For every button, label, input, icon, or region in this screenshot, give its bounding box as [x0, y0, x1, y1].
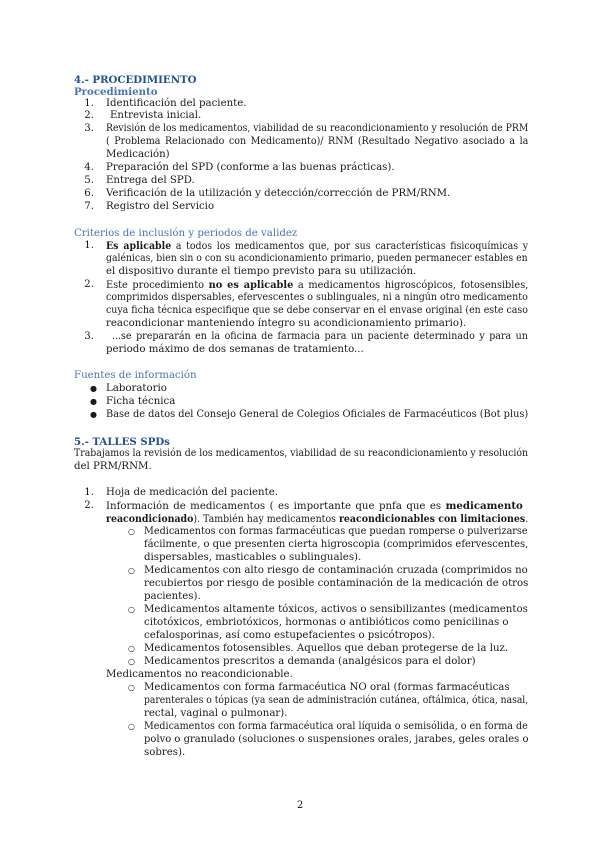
sub-item: Medicamentos con forma farmacéutica NO oral (formas farmacéuticas	[144, 682, 510, 693]
criteria-item-1: Es aplicable a todos los medicamentos que, por sus características fisicoquímicas y	[106, 240, 529, 252]
sub-item-cont: rectal, vaginal o pulmonar).	[144, 708, 288, 719]
list-number: 3.	[84, 123, 94, 134]
criteria-item-2-cont: reacondicionar manteniendo íntegro su acondicionamiento primario).	[106, 318, 467, 329]
list-number: 2.	[84, 110, 94, 121]
circle-bullet-icon: ○	[128, 657, 135, 666]
circle-bullet-icon: ○	[128, 566, 135, 575]
section-subtitle: Procedimiento	[74, 86, 158, 98]
criteria-item-1-cont: el dispositivo durante el tiempo previsto para su utilización.	[106, 266, 417, 277]
sub-item-cont: citotóxicos, embriotóxicos, hormonas o antibióticos como penicilinas o	[144, 617, 509, 628]
page-number: 2	[296, 800, 304, 811]
circle-bullet-icon: ○	[128, 605, 135, 614]
list-number: 6.	[84, 188, 94, 199]
sub-item: Medicamentos con alto riesgo de contaminación cruzada (comprimidos no	[144, 565, 528, 576]
list-item: Identificación del paciente.	[106, 98, 247, 109]
bullet-icon: ●	[90, 410, 97, 419]
criteria-item-2-cont: cuya ficha técnica especifique que se debe conservar en el envase original (en este caso	[106, 305, 528, 316]
list-number: 2.	[84, 500, 94, 511]
sub-item-cont: polvo o granulado (soluciones o suspensiones orales, jarabes, geles orales o	[144, 734, 529, 745]
sub-item: Medicamentos altamente tóxicos, activos o sensibilizantes (medicamentos	[144, 604, 528, 615]
sources-title: Fuentes de información	[74, 370, 197, 381]
list-number: 4.	[84, 162, 94, 173]
circle-bullet-icon: ○	[128, 644, 135, 653]
sub-heading: Medicamentos no reacondicionable.	[106, 669, 293, 680]
list-item: Verificación de la utilización y detección/corrección de PRM/RNM.	[106, 188, 451, 199]
list-number: 5.	[84, 175, 94, 186]
criteria-item-2: Este procedimiento no es aplicable a medicamentos higroscópicos, fotosensibles,	[106, 279, 529, 291]
list-item: Información de medicamentos ( es importante que pnfa que es medicamento	[106, 500, 523, 512]
sub-item-cont: sobres).	[144, 747, 186, 758]
bullet-icon: ●	[90, 397, 97, 406]
sub-item-cont: dispersables, masticables o sublinguales).	[144, 552, 362, 563]
criteria-item-3-cont: periodo máximo de dos semanas de tratamiento...	[106, 344, 364, 355]
list-number: 2.	[84, 279, 94, 290]
section-title: 5.- TALLES SPDs	[74, 436, 170, 448]
sub-item-cont: fácilmente, o que presenten cierta higroscopia (comprimidos efervescentes,	[144, 539, 529, 550]
list-item-cont: Medicación)	[106, 149, 170, 160]
sub-item-cont: parenterales o tópicas (ya sean de administración cutánea, oftálmica, ótica, nasal,	[144, 695, 529, 706]
criteria-item-3: ...se prepararán en la oficina de farmacia para un paciente determinado y para un	[112, 331, 528, 342]
list-number: 1.	[84, 98, 94, 109]
list-number: 1.	[84, 240, 94, 251]
list-item: Hoja de medicación del paciente.	[106, 487, 278, 498]
circle-bullet-icon: ○	[128, 683, 135, 692]
sub-item: Medicamentos prescritos a demanda (analgésicos para el dolor)	[144, 656, 476, 667]
list-item: Ficha técnica	[106, 396, 176, 407]
list-item: Preparación del SPD (conforme a las buenas prácticas).	[106, 162, 395, 173]
list-item: Revisión de los medicamentos, viabilidad de su reacondicionamiento y resolución de PRM	[106, 123, 529, 134]
criteria-item-1-cont: galénicas, bien sin o con su acondicionamiento primario, pueden permanecer estables en	[106, 253, 528, 264]
list-number: 7.	[84, 201, 94, 212]
sub-item-cont: pacientes).	[144, 591, 201, 602]
list-item: Base de datos del Consejo General de Colegios Oficiales de Farmacéuticos (Bot plus)	[106, 409, 529, 420]
sub-item: Medicamentos con forma farmacéutica oral líquida o semisólida, o en forma de	[144, 721, 528, 732]
paragraph: Trabajamos la revisión de los medicamentos, viabilidad de su reacondicionamiento y resolución	[74, 448, 528, 459]
section-title: 4.- PROCEDIMIENTO	[74, 74, 197, 86]
paragraph-cont: del PRM/RNM.	[74, 461, 152, 472]
bullet-icon: ●	[90, 384, 97, 393]
sub-item: Medicamentos fotosensibles. Aquellos que deban protegerse de la luz.	[144, 643, 509, 654]
criteria-title: Criterios de inclusión y periodos de validez	[74, 228, 298, 239]
sub-item-cont: recubiertos por riesgo de posible contaminación de la medicación de otros	[144, 578, 529, 589]
list-item: Entrevista inicial.	[110, 110, 202, 121]
criteria-item-2-cont: comprimidos dispersables, efervescentes o sublinguales, ni a ningún otro medicamento	[106, 292, 528, 303]
list-item: Entrega del SPD.	[106, 175, 195, 186]
sub-item: Medicamentos con formas farmacéuticas que puedan romperse o pulverizarse	[144, 526, 528, 537]
sub-item-cont: cefalosporinas, así como estupefacientes o psicótropos).	[144, 630, 435, 641]
circle-bullet-icon: ○	[128, 527, 135, 536]
list-item-cont: reacondicionado). También hay medicamentos reacondicionables con limitaciones.	[106, 513, 529, 525]
circle-bullet-icon: ○	[128, 722, 135, 731]
list-item: Registro del Servicio	[106, 201, 215, 212]
list-item: Laboratorio	[106, 383, 167, 394]
list-number: 1.	[84, 487, 94, 498]
list-item-cont: ( Problema Relacionado con Medicamento)/ RNM (Resultado Negativo asociado a la	[106, 136, 529, 147]
list-number: 3.	[84, 331, 94, 342]
